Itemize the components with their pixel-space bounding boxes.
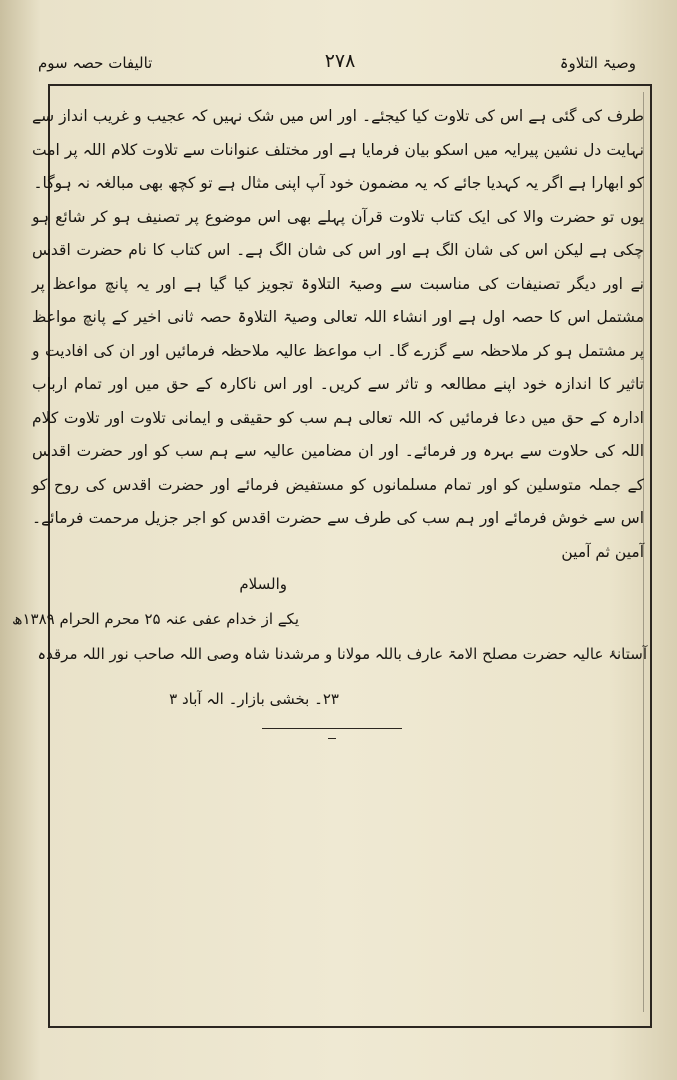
signature-date-line: یکے از خدام عفی عنہ ۲۵ محرم الحرام ۱۳۸۹ھ	[12, 610, 299, 628]
paragraph-2: یوں تو حضرت والا کی ایک کتاب تلاوت قرآن پہلے بھی اس موضوع پر تصنیف ہو کر شائع ہو چکی ہے لیکن اس کی شان الگ ہے اور اس کی شان الگ ہے۔ اس کتاب کا نام حضرت اقدس نے اور دیگر تصنیفات کی مناسبت سے وصیۃ التلاوۃ تجویز کیا گیا ہے اور یہ پانچ مواعظ پر مشتمل اس کا حصہ اول ہے اور انشاء اللہ تعالی وصیۃ التلاوۃ حصہ ثانی اخیر کے پانچ مواعظ پر مشتمل ہو کر ملاحظہ سے گزرے گا۔ اب مواعظ عالیہ ملاحظہ فرمائیں اور ان کی افادیت و تاثیر کا اندازہ خود اپنے مطالعہ و تاثر سے کریں۔ اور اس ناکارہ کے حق میں اور تمام ارباب ادارہ کے حق میں دعا فرمائیں کہ اللہ تعالی ہم سب کو حقیقی و ایمانی تلاوت اور تلاوت کلام اللہ کی حلاوت سے بہرہ ور فرمائے۔ اور ان مضامین عالیہ سے ہم سب کو اور حضرت اقدس کے جملہ متوسلین کو اور تمام مسلمانوں کو مستفیض فرمائے اور حضرت اقدس کی روح کو اس سے خوش فرمائے اور ہم سب کی طرف سے حضرت اقدس کو اجر جزیل مرحمت فرمائے۔ آمین ثم آمین	[32, 207, 644, 561]
paragraph-1: طرف کی گئی ہے اس کی تلاوت کیا کیجئے۔ اور اس میں شک نہیں کہ عجیب و غریب انداز سے نہایت دل نشین پیرایہ میں اسکو بیان فرمایا ہے اور مختلف عنوانات سے تلاوت کلام اللہ پر امت کو ابھارا ہے اگر یہ کہدیا جائے کہ یہ مضمون خود آپ اپنی مثال ہے تو کچھ بھی مبالغہ نہ ہوگا۔	[32, 107, 644, 192]
header-section-title: وصیۃ التلاوۃ	[559, 54, 636, 72]
body-text	[32, 100, 644, 569]
salutation: والسلام	[239, 575, 287, 593]
page-number: ۲۷۸	[324, 50, 356, 72]
header-volume: تالیفات حصہ سوم	[38, 54, 153, 72]
signature-address-line: ۲۳۔ بخشی بازار۔ الہ آباد ۳	[169, 690, 339, 708]
closing-rule	[262, 728, 402, 729]
page-header	[26, 50, 654, 84]
closing-rule-mark	[328, 738, 336, 739]
signature-institution-line: آستانۂ عالیہ حضرت مصلح الامۃ عارف باللہ مولانا و مرشدنا شاہ وصی اللہ صاحب نور اللہ مرقدہ	[37, 645, 647, 663]
